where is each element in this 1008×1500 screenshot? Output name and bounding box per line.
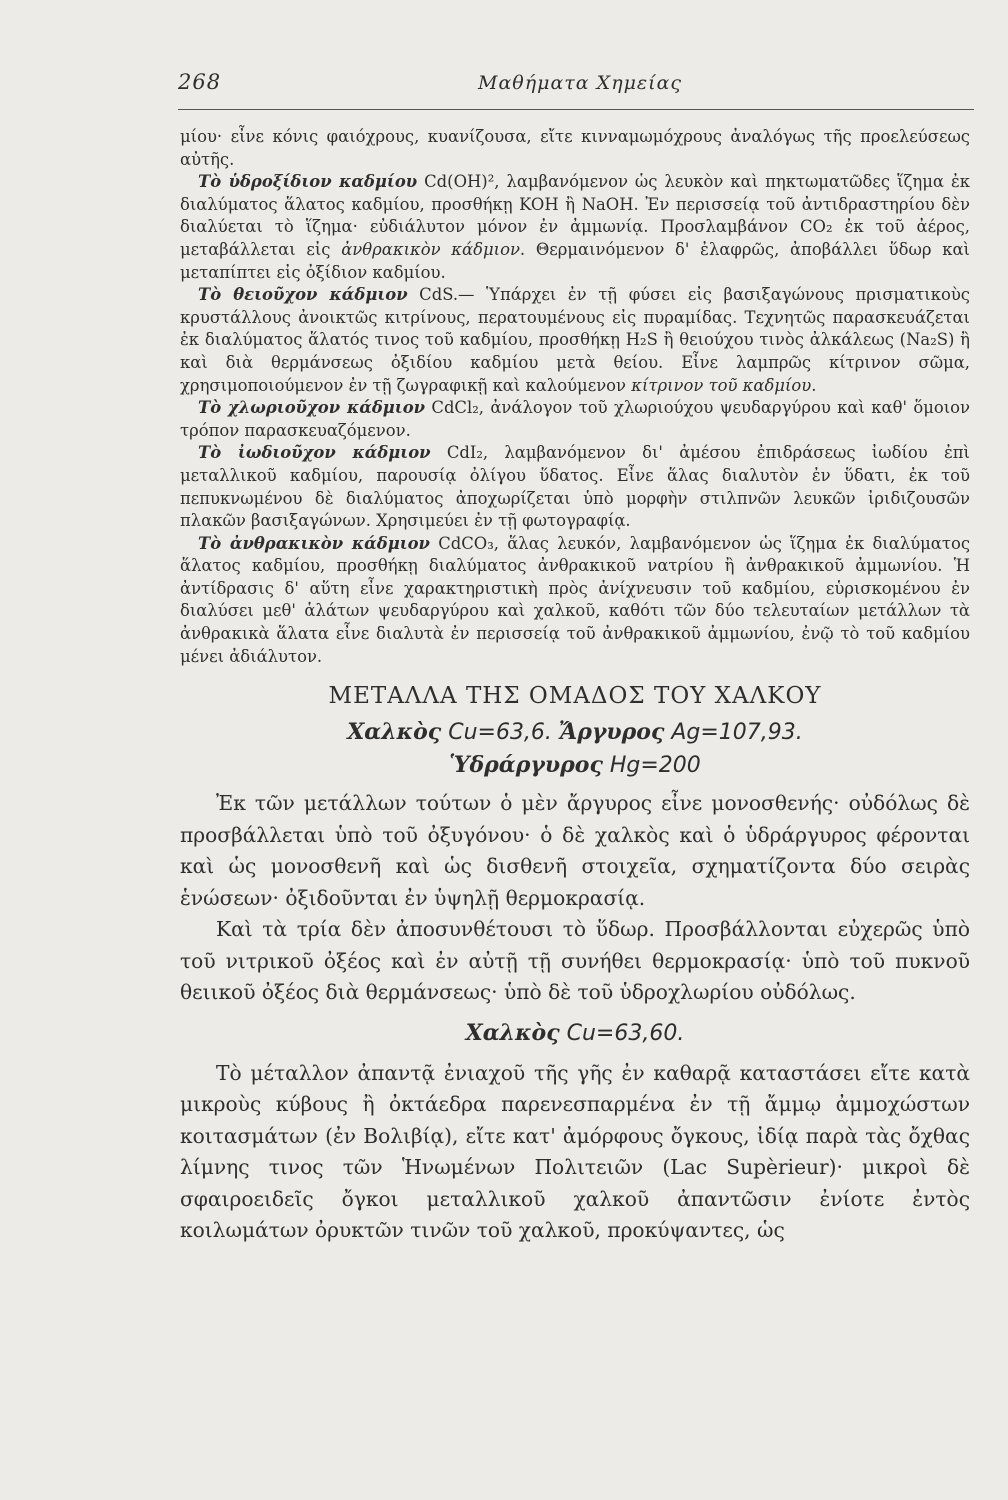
page-header [178, 70, 972, 100]
running-title: Μαθήματα Χημείας [478, 72, 683, 94]
paragraph-group-properties: Ἐκ τῶν μετάλλων τούτων ὁ μὲν ἄργυρος εἶνε μονοσθενής· οὐδόλως δὲ προσβάλλεται ὑπὸ τοῦ ὀξυγόνου· ὁ δὲ χαλκὸς καὶ ὁ ὑδράργυρος φέρονται καὶ ὡς μονοσθενῆ καὶ ὡς δισθενῆ στοιχεῖα, σχηματίζοντα δύο σειρὰς ἑνώσεων· ὀξιδοῦνται ἐν ὑψηλῇ θερμοκρασίᾳ. [180, 791, 970, 910]
term: Τὸ ἰωδιοῦχον κάδμιον [198, 443, 431, 463]
paragraph-cadmium-sulfide: Τὸ θειοῦχον κάδμιον CdS.— Ὑπάρχει ἐν τῇ φύσει εἰς βασιξαγώνους πρισματικοὺς κρυστάλλους ἀνοικτῶς κιτρίνους, περατουμένους εἰς πυραμίδας. Τεχνητῶς παρασκευάζεται ἐκ διαλύματος ἅλατός τινος τοῦ καδμίου, προσθήκῃ H₂S ἢ θειούχου τινὸς ἀλκάλεως (Na₂S) ἢ καὶ διὰ θερμάνσεως ὀξιδίου καδμίου μετὰ θείου. Εἶνε λαμπρῶς κίτρινον σῶμα, χρησιμοποιούμενον ἐν τῇ ζωγραφικῇ καὶ καλούμενον κίτρινον τοῦ καδμίου. [180, 285, 970, 395]
page-number: 268 [178, 70, 222, 94]
paragraph-copper-occurrence: Τὸ μέταλλον ἀπαντᾷ ἐνιαχοῦ τῆς γῆς ἐν καθαρᾷ καταστάσει εἴτε κατὰ μικροὺς κύβους ἢ ὀκτάεδρα παρενεσπαρμένα ἐν τῇ ἄμμῳ ἀμμοχώστων κοιτασμάτων (ἐν Βολιβίᾳ), εἴτε κατ' ἀμόρφους ὄγκους, ἰδίᾳ παρὰ τὰς ὄχθας λίμνης τινος τῶν Ἡνωμένων Πολιτειῶν (Lac Supèrieur)· μικροὶ δὲ σφαιροειδεῖς ὄγκοι μεταλλικοῦ χαλκοῦ ἀπαντῶσιν ἐνίοτε ἐντὸς κοιλωμάτων ὀρυκτῶν τινῶν τοῦ χαλκοῦ, προκύψαντες, ὡς [180, 1060, 970, 1243]
paragraph-cadmium-iodide: Τὸ ἰωδιοῦχον κάδμιον CdI₂, λαμβανόμενον δι' ἀμέσου ἐπιδράσεως ἰωδίου ἐπὶ μεταλλικοῦ καδμίου, παρουσίᾳ ὀλίγου ὕδατος. Εἶνε ἅλας διαλυτὸν ἐν ὕδατι, ἐκ τοῦ πεπυκνωμένου δὲ διαλύματος ἀποχωρίζεται ὑπὸ μορφὴν στιλπνῶν λευκῶν ἰριδιζουσῶν πλακῶν βασιξαγώνων. Χρησιμεύει ἐν τῇ φωτογραφίᾳ. [180, 443, 970, 531]
term: Τὸ θειοῦχον κάδμιον [198, 285, 408, 305]
section-heading: ΜΕΤΑΛΛΑ ΤΗΣ ΟΜΑΔΟΣ ΤΟΥ ΧΑΛΚΟΥ [328, 683, 822, 710]
paragraph-acid-behaviour: Καὶ τὰ τρία δὲν ἀποσυνθέτουσι τὸ ὕδωρ. Προσβάλλονται εὐχερῶς ὑπὸ τοῦ νιτρικοῦ ὀξέος καὶ ἐν αὐτῇ τῇ συνήθει θερμοκρασίᾳ· ὑπὸ τοῦ πυκνοῦ θειικοῦ ὀξέος διὰ θερμάνσεως· ὑπὸ δὲ τοῦ ὑδροχλωρίου οὐδόλως. [180, 917, 970, 1005]
paragraph-cadmium-carbonate: Τὸ ἀνθρακικὸν κάδμιον CdCO₃, ἅλας λευκόν, λαμβανόμενον ὡς ἵζημα ἐκ διαλύματος ἅλατος καδμίου, προσθήκῃ διαλύματος ἀνθρακικοῦ νατρίου ἢ ἀνθρακικοῦ ἀμμωνίου. Ἡ ἀντίδρασις δ' αὕτη εἶνε χαρακτηριστικὴ πρὸς ἀνίχνευσιν τοῦ καδμίου, εὑρισκομένου ἐν διαλύσει μεθ' ἁλάτων ψευδαργύρου καὶ χαλκοῦ, καθότι τῶν δύο τελευταίων μετάλλων τὰ ἀνθρακικὰ ἅλατα εἶνε διαλυτὰ ἐν περισσείᾳ τοῦ ἀνθρακικοῦ ἀμμωνίου, ἐνῷ τὸ τοῦ καδμίου μένει ἀδιάλυτον. [180, 533, 970, 666]
term: Τὸ χλωριοῦχον κάδμιον [198, 398, 426, 418]
atomic-weights-line-2: Ὑδράργυρος Hg=200 [449, 752, 701, 779]
paragraph-cadmium-chloride: Τὸ χλωριοῦχον κάδμιον CdCl₂, ἀνάλογον τοῦ χλωριούχου ψευδαργύρου καὶ καθ' ὅμοιον τρόπον παρασκευαζόμενον. [180, 398, 970, 440]
header-rule [178, 109, 974, 110]
atomic-weights-line-1: Χαλκὸς Cu=63,6. Ἄργυρος Ag=107,93. [347, 719, 803, 746]
paragraph-cadmium-oxide-end: μίου· εἶνε κόνις φαιόχρους, κυανίζουσα, εἴτε κινναμωμόχρους ἀναλόγως τῆς προελεύσεως αὐτῆς. [180, 127, 970, 169]
paragraph-cadmium-hydroxide: Τὸ ὑδροξίδιον καδμίου Cd(OH)², λαμβανόμενον ὡς λευκὸν καὶ πηκτωματῶδες ἵζημα ἐκ διαλύματος ἅλατος καδμίου, προσθήκῃ KOH ἢ NaOH. Ἐν περισσείᾳ τοῦ ἀντιδραστηρίου δὲν διαλύεται τὸ ἵζημα· εὐδιάλυτον μόνον ἐν ἀμμωνίᾳ. Προσλαμβάνον CO₂ ἐκ τοῦ ἀέρος, μεταβάλλεται εἰς ἀνθρακικὸν κάδμιον. Θερμαινόμενον δ' ἐλαφρῶς, ἀποβάλλει ὕδωρ καὶ μεταπίπτει εἰς ὀξίδιον καδμίου. [180, 172, 970, 282]
subsection-heading-copper: Χαλκὸς Cu=63,60. [465, 1019, 685, 1046]
page-body [180, 126, 970, 1247]
term: Τὸ ἀνθρακικὸν κάδμιον [198, 533, 430, 553]
term: Τὸ ὑδροξίδιον καδμίου [198, 172, 418, 192]
